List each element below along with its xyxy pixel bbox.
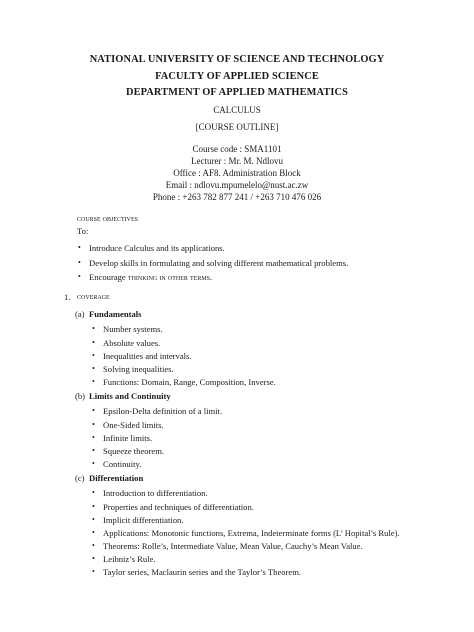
- bullet-icon: •: [92, 406, 95, 415]
- list-item: • Squeeze theorem.: [92, 446, 165, 456]
- list-item: • Absolute values.: [92, 338, 161, 348]
- bullet-icon: •: [92, 502, 95, 511]
- list-item: • Inequalities and intervals.: [92, 351, 192, 361]
- course-code: Course code : SMA1101: [192, 144, 282, 154]
- list-item: • Encourage thinking in other terms.: [78, 272, 213, 282]
- bullet-icon: •: [92, 338, 95, 347]
- bullet-icon: •: [92, 488, 95, 497]
- list-item: • Functions: Domain, Range, Composition, Inverse.: [92, 377, 276, 387]
- section-title: Limits and Continuity: [89, 391, 171, 401]
- coverage-heading: coverage: [77, 292, 110, 301]
- coverage-number: 1.: [64, 292, 71, 302]
- objectives-heading: course objectives: [77, 214, 139, 223]
- university-name: NATIONAL UNIVERSITY OF SCIENCE AND TECHNOLOGY: [89, 54, 385, 65]
- list-item: • Properties and techniques of differentiation.: [92, 502, 254, 512]
- section-label: (c): [75, 473, 85, 483]
- email: Email : ndlovu.mpumelelo@nust.ac.zw: [165, 180, 309, 190]
- bullet-icon: •: [92, 420, 95, 429]
- section-label: (a): [75, 309, 85, 319]
- bullet-icon: •: [78, 272, 81, 281]
- bullet-icon: •: [92, 567, 95, 576]
- list-item: • Introduction to differentiation.: [92, 488, 208, 498]
- list-item: • Epsilon-Delta definition of a limit.: [92, 406, 223, 416]
- list-item: • One-Sided limits.: [92, 420, 164, 430]
- section-title: Differentiation: [89, 473, 144, 483]
- bullet-icon: •: [92, 351, 95, 360]
- bullet-icon: •: [92, 377, 95, 386]
- list-item: • Solving inequalities.: [92, 364, 174, 374]
- bullet-icon: •: [92, 528, 95, 537]
- bullet-icon: •: [92, 364, 95, 373]
- lecturer: Lecturer : Mr. M. Ndlovu: [191, 156, 283, 166]
- bullet-icon: •: [78, 243, 81, 252]
- bullet-icon: •: [92, 446, 95, 455]
- section-label: (b): [75, 391, 86, 401]
- bullet-icon: •: [92, 324, 95, 333]
- list-item: • Implicit differentiation.: [92, 515, 184, 525]
- bullet-icon: •: [92, 515, 95, 524]
- document-type: [COURSE OUTLINE]: [195, 122, 279, 132]
- section-title: Fundamentals: [89, 309, 142, 319]
- bullet-icon: •: [92, 541, 95, 550]
- list-item: • Continuity.: [92, 459, 142, 469]
- bullet-icon: •: [92, 433, 95, 442]
- bullet-icon: •: [92, 554, 95, 563]
- list-item: • Applications: Monotonic functions, Extrema, Indeterminate forms (L’ Hopital’s Rule).: [92, 528, 400, 538]
- course-title: CALCULUS: [213, 105, 261, 115]
- list-item: • Taylor series, Maclaurin series and the Taylor’s Theorem.: [92, 567, 302, 577]
- phone: Phone : +263 782 877 241 / +263 710 476 026: [152, 192, 322, 202]
- list-item: • Theorems: Rolle’s, Intermediate Value, Mean Value, Cauchy’s Mean Value.: [92, 541, 363, 551]
- department-name: DEPARTMENT OF APPLIED MATHEMATICS: [125, 87, 348, 98]
- office: Office : AF8. Administration Block: [173, 168, 301, 178]
- list-item: • Develop skills in formulating and solving different mathematical problems.: [78, 258, 349, 268]
- bullet-icon: •: [92, 459, 95, 468]
- faculty-name: FACULTY OF APPLIED SCIENCE: [155, 71, 319, 82]
- list-item: • Introduce Calculus and its applications.: [78, 243, 225, 253]
- list-item: • Number systems.: [92, 324, 163, 334]
- objectives-to: To:: [77, 226, 89, 236]
- list-item: • Leibniz’s Rule.: [92, 554, 156, 564]
- list-item: • Infinite limits.: [92, 433, 153, 443]
- bullet-icon: •: [78, 258, 81, 267]
